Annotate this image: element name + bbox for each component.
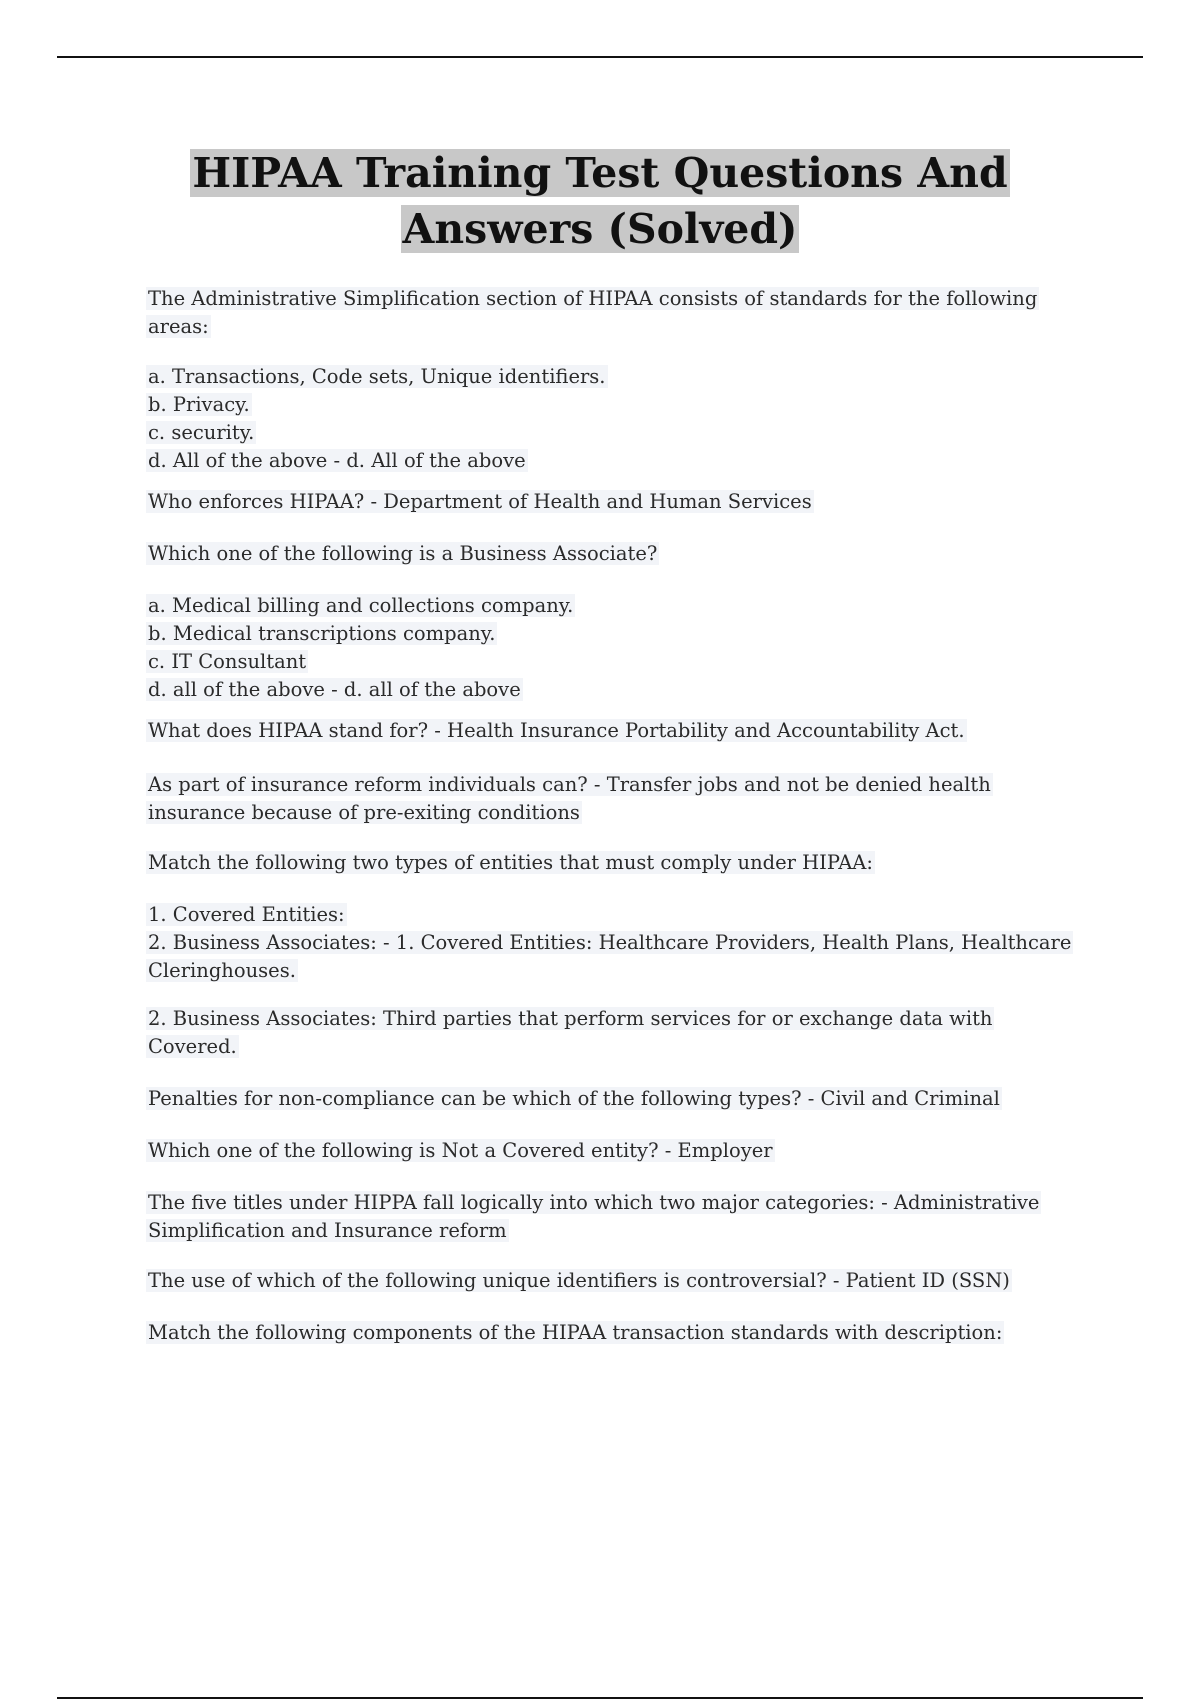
text-line: [146, 620, 575, 648]
line-text: As part of insurance reform individuals can? - Transfer jobs and not be denied health: [148, 773, 991, 796]
line-text: Match the following components of the HIPAA transaction standards with description:: [148, 1321, 1003, 1344]
line-text: Match the following two types of entities that must comply under HIPAA:: [148, 851, 873, 874]
text-line: [146, 1319, 1004, 1347]
line-text: Simplification and Insurance reform: [148, 1219, 507, 1242]
line-text: What does HIPAA stand for? - Health Insurance Portability and Accountability Act.: [148, 719, 965, 742]
line-text: Covered.: [148, 1035, 237, 1058]
line-text: areas:: [148, 315, 209, 338]
line-text: Cleringhouses.: [148, 959, 296, 982]
text-line: [146, 447, 608, 475]
line-text: 2. Business Associates: - 1. Covered Entities: Healthcare Providers, Health Plans, Healthcare: [148, 931, 1072, 954]
line-text: d. All of the above - d. All of the above: [148, 449, 526, 472]
title-line-1: HIPAA Training Test Questions And: [192, 149, 1008, 197]
line-text: The five titles under HIPPA fall logically into which two major categories: - Administrative: [148, 1191, 1040, 1214]
paragraph: [146, 1085, 1002, 1113]
text-line: [146, 419, 608, 447]
line-text: The use of which of the following unique identifiers is controversial? - Patient ID (SSN): [148, 1269, 1010, 1292]
line-text: a. Transactions, Code sets, Unique identifiers.: [148, 365, 606, 388]
text-line: [146, 1267, 1012, 1295]
paragraph: [146, 363, 608, 475]
paragraph: [146, 849, 875, 877]
line-text: Which one of the following is a Business Associate?: [148, 542, 658, 565]
text-line: [146, 313, 1039, 341]
title-line-2: Answers (Solved): [402, 205, 798, 253]
top-rule: [57, 56, 1143, 58]
text-line: [146, 1085, 1002, 1113]
line-text: insurance because of pre-exiting conditions: [148, 801, 580, 824]
paragraph: [146, 1137, 775, 1165]
text-line: [146, 799, 993, 827]
paragraph: [146, 540, 659, 568]
paragraph: [146, 1189, 1041, 1245]
text-line: [146, 957, 1073, 985]
paragraph: [146, 592, 575, 704]
paragraph: [146, 717, 967, 745]
paragraph: [146, 1267, 1012, 1295]
line-text: d. all of the above - d. all of the above: [148, 678, 521, 701]
text-line: [146, 929, 1073, 957]
text-line: [146, 592, 575, 620]
text-line: [146, 363, 608, 391]
text-line: [146, 717, 967, 745]
paragraph: [146, 488, 814, 516]
line-text: Who enforces HIPAA? - Department of Health and Human Services: [148, 490, 812, 513]
text-line: [146, 285, 1039, 313]
bottom-rule: [57, 1697, 1143, 1699]
paragraph: [146, 285, 1039, 341]
line-text: Penalties for non-compliance can be which of the following types? - Civil and Criminal: [148, 1087, 1000, 1110]
line-text: a. Medical billing and collections company.: [148, 594, 574, 617]
text-line: [146, 1137, 775, 1165]
line-text: 2. Business Associates: Third parties that perform services for or exchange data with: [148, 1007, 993, 1030]
line-text: c. security.: [148, 421, 255, 444]
text-line: [146, 901, 1073, 929]
line-text: b. Medical transcriptions company.: [148, 622, 496, 645]
paragraph: [146, 901, 1073, 985]
document-title: [0, 145, 1200, 257]
text-line: [146, 676, 575, 704]
line-text: Which one of the following is Not a Covered entity? - Employer: [148, 1139, 773, 1162]
text-line: [146, 488, 814, 516]
text-line: [146, 648, 575, 676]
line-text: 1. Covered Entities:: [148, 903, 345, 926]
line-text: b. Privacy.: [148, 393, 250, 416]
line-text: The Administrative Simplification section of HIPAA consists of standards for the following: [148, 287, 1038, 310]
text-line: [146, 1217, 1041, 1245]
line-text: c. IT Consultant: [148, 650, 307, 673]
text-line: [146, 1033, 994, 1061]
text-line: [146, 771, 993, 799]
paragraph: [146, 771, 993, 827]
text-line: [146, 849, 875, 877]
text-line: [146, 391, 608, 419]
paragraph: [146, 1319, 1004, 1347]
text-line: [146, 540, 659, 568]
text-line: [146, 1005, 994, 1033]
text-line: [146, 1189, 1041, 1217]
paragraph: [146, 1005, 994, 1061]
